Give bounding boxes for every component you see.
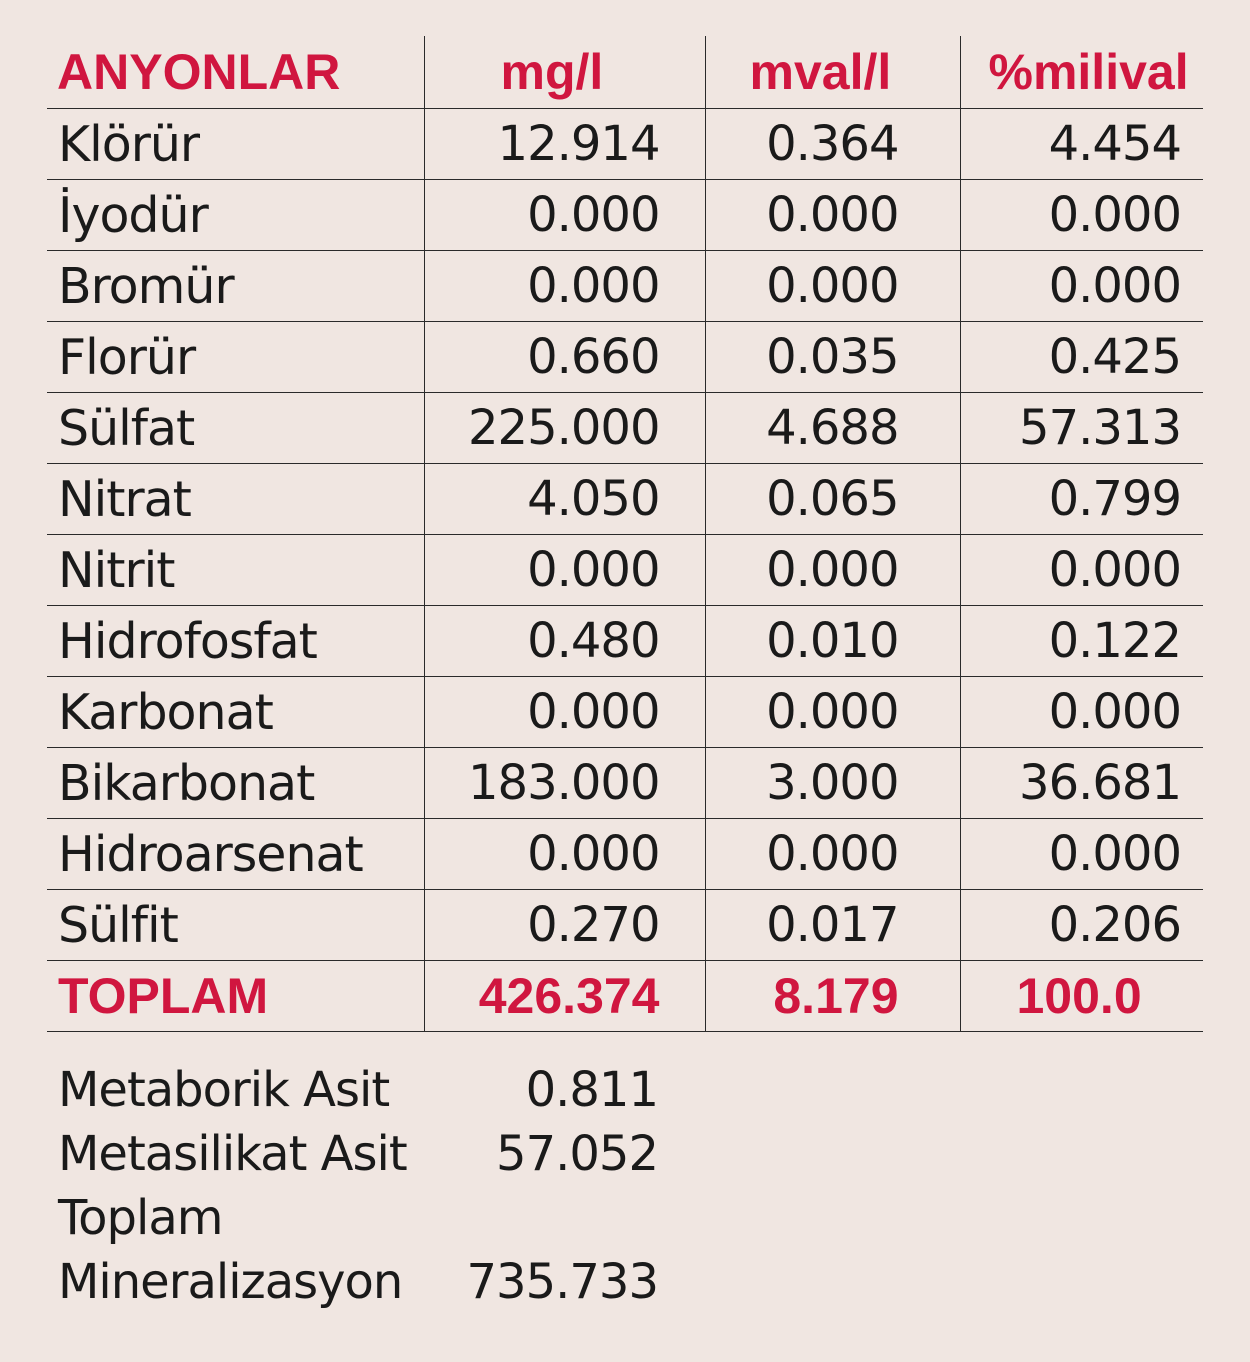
header-mg-per-l: mg/l [424, 36, 705, 109]
milival-percent: 0.000 [960, 677, 1203, 748]
milival-percent: 0.000 [960, 251, 1203, 322]
table-row [47, 322, 1203, 393]
milival-percent: 0.799 [960, 464, 1203, 535]
anion-name: Hidroarsenat [47, 819, 424, 890]
mg-value: 183.000 [424, 748, 705, 819]
mval-value: 0.000 [705, 677, 960, 748]
anion-name: Florür [47, 322, 424, 393]
milival-percent: 4.454 [960, 109, 1203, 180]
mval-value: 0.065 [705, 464, 960, 535]
table-row [47, 819, 1203, 890]
milival-percent: 0.000 [960, 819, 1203, 890]
anion-name: Karbonat [47, 677, 424, 748]
milival-percent: 0.425 [960, 322, 1203, 393]
mg-value: 0.270 [424, 890, 705, 961]
toplam-label: Toplam [58, 1190, 223, 1246]
anion-name: Nitrit [47, 535, 424, 606]
metasilikat-asit-line [58, 1122, 658, 1186]
anion-name: Klörür [47, 109, 424, 180]
table-row [47, 464, 1203, 535]
anion-name: Hidrofosfat [47, 606, 424, 677]
mg-value: 12.914 [424, 109, 705, 180]
mval-value: 3.000 [705, 748, 960, 819]
header-anions: ANYONLAR [47, 36, 424, 109]
milival-percent: 0.206 [960, 890, 1203, 961]
mval-value: 0.364 [705, 109, 960, 180]
table-row [47, 606, 1203, 677]
mineralizasyon-label: Mineralizasyon [58, 1254, 403, 1310]
toplam-line [58, 1186, 658, 1250]
table-header-row [47, 36, 1203, 109]
anion-table [47, 36, 1203, 1032]
mval-value: 0.010 [705, 606, 960, 677]
mg-value: 0.000 [424, 535, 705, 606]
total-milival-percent: 100.0 [960, 961, 1203, 1032]
mineralizasyon-value: 735.733 [466, 1254, 658, 1310]
metaborik-asit-label: Metaborik Asit [58, 1062, 390, 1118]
mineralizasyon-line [58, 1250, 658, 1314]
mval-value: 0.000 [705, 251, 960, 322]
table-row [47, 535, 1203, 606]
total-row [47, 961, 1203, 1032]
total-mval-value: 8.179 [705, 961, 960, 1032]
header-mval-per-l: mval/l [705, 36, 960, 109]
table-row [47, 251, 1203, 322]
anion-name: Bikarbonat [47, 748, 424, 819]
additional-values [58, 1058, 658, 1314]
mg-value: 0.660 [424, 322, 705, 393]
anion-name: Sülfit [47, 890, 424, 961]
anion-name: Bromür [47, 251, 424, 322]
mg-value: 0.000 [424, 251, 705, 322]
metasilikat-asit-label: Metasilikat Asit [58, 1126, 407, 1182]
mg-value: 225.000 [424, 393, 705, 464]
table-row [47, 748, 1203, 819]
mval-value: 0.000 [705, 819, 960, 890]
anion-name: Nitrat [47, 464, 424, 535]
mg-value: 0.000 [424, 677, 705, 748]
metasilikat-asit-value: 57.052 [496, 1126, 658, 1182]
mg-value: 0.480 [424, 606, 705, 677]
total-label: TOPLAM [47, 961, 424, 1032]
milival-percent: 36.681 [960, 748, 1203, 819]
header-percent-milival: %milival [960, 36, 1203, 109]
anion-name: İyodür [47, 180, 424, 251]
milival-percent: 0.000 [960, 180, 1203, 251]
anion-name: Sülfat [47, 393, 424, 464]
table-row [47, 109, 1203, 180]
mval-value: 0.000 [705, 180, 960, 251]
mval-value: 4.688 [705, 393, 960, 464]
milival-percent: 57.313 [960, 393, 1203, 464]
metaborik-asit-line [58, 1058, 658, 1122]
metaborik-asit-value: 0.811 [525, 1062, 658, 1118]
mg-value: 4.050 [424, 464, 705, 535]
table-row [47, 677, 1203, 748]
table-row [47, 393, 1203, 464]
table-row [47, 180, 1203, 251]
total-mg-value: 426.374 [424, 961, 705, 1032]
mval-value: 0.000 [705, 535, 960, 606]
milival-percent: 0.000 [960, 535, 1203, 606]
mg-value: 0.000 [424, 180, 705, 251]
mval-value: 0.017 [705, 890, 960, 961]
milival-percent: 0.122 [960, 606, 1203, 677]
mval-value: 0.035 [705, 322, 960, 393]
table-row [47, 890, 1203, 961]
mg-value: 0.000 [424, 819, 705, 890]
